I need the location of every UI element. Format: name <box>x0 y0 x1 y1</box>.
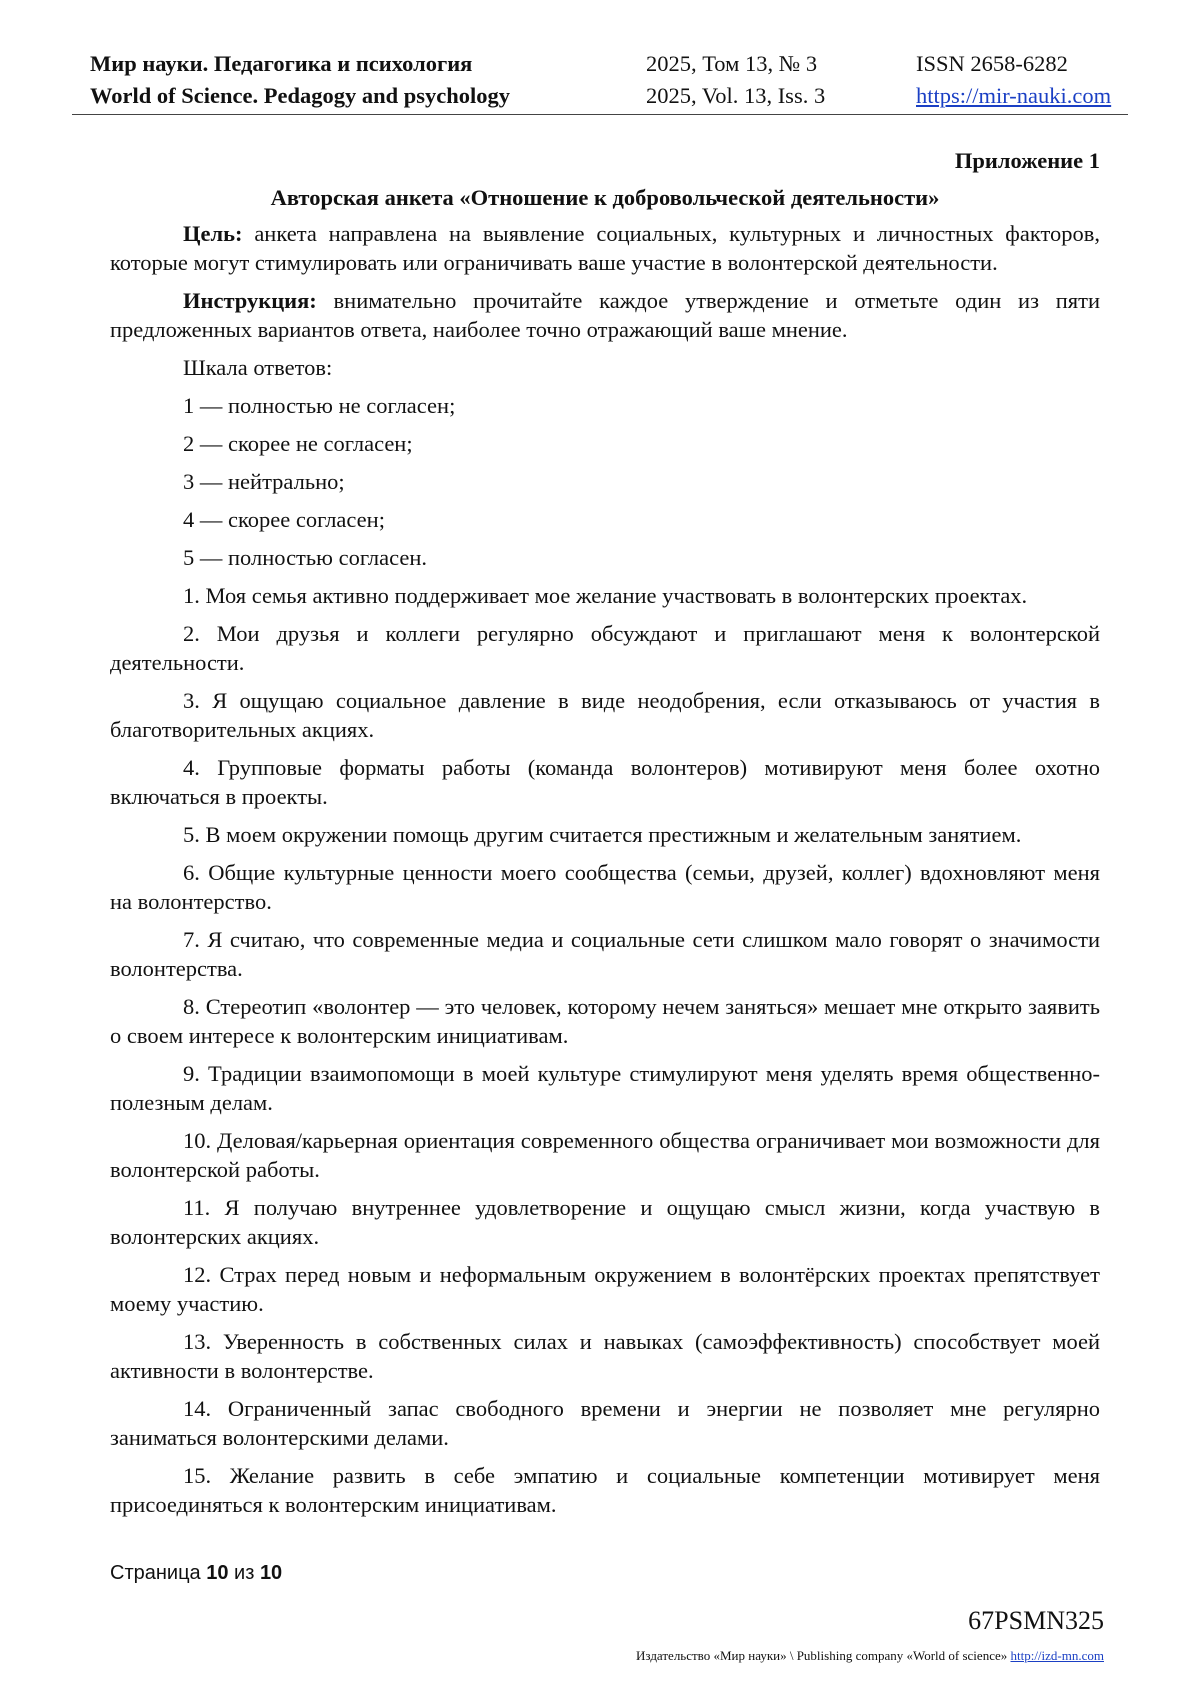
scale-option: 5 — полностью согласен. <box>183 545 428 570</box>
questionnaire-item: 14. Ограниченный запас свободного времени и энергии не позволяет мне регулярно заниматься волонтерскими делами. <box>110 1396 1100 1450</box>
goal-text: анкета направлена на выявление социальных, культурных и личностных факторов, которые могут стимулировать или ограничивать ваше участие в волонтерской деятельности. <box>110 221 1100 275</box>
appendix-label: Приложение 1 <box>954 148 1100 173</box>
scale-title: Шкала ответов: <box>183 355 333 380</box>
page-of: из <box>234 1562 255 1584</box>
scale-option: 2 — скорее не согласен; <box>183 431 413 456</box>
instruction-text: внимательно прочитайте каждое утверждение и отметьте один из пяти предложенных вариантов ответа, наиболее точно отражающий ваше мнение. <box>110 288 1100 342</box>
journal-name-block <box>90 48 510 112</box>
page-number <box>110 1562 282 1585</box>
questionnaire-item: 15. Желание развить в себе эмпатию и социальные компетенции мотивирует меня присоединяться к волонтерским инициативам. <box>110 1463 1100 1517</box>
questionnaire-item: 10. Деловая/карьерная ориентация современного общества ограничивает мои возможности для волонтерской работы. <box>110 1128 1100 1182</box>
publisher-text: Издательство «Мир науки» \ Publishing company «World of science» <box>636 1648 1011 1663</box>
page-content <box>110 146 1100 1528</box>
publisher-url-link[interactable]: http://izd-mn.com <box>1010 1648 1104 1663</box>
questionnaire-item: 3. Я ощущаю социальное давление в виде неодобрения, если отказываюсь от участия в благотворительных акциях. <box>110 688 1100 742</box>
questionnaire-item: 5. В моем окружении помощь другим считается престижным и желательным занятием. <box>183 822 1022 847</box>
questionnaire-item: 11. Я получаю внутреннее удовлетворение и ощущаю смысл жизни, когда участвую в волонтерских акциях. <box>110 1195 1100 1249</box>
scale-option: 3 — нейтрально; <box>183 469 345 494</box>
issue-block <box>646 48 825 112</box>
issn-block <box>916 48 1111 112</box>
page-word: Страница <box>110 1562 201 1584</box>
instruction-label: Инструкция: <box>183 288 317 313</box>
questionnaire-item: 6. Общие культурные ценности моего сообщества (семьи, друзей, коллег) вдохновляют меня на волонтерство. <box>110 860 1100 914</box>
scale-option: 1 — полностью не согласен; <box>183 393 456 418</box>
journal-url-link[interactable]: https://mir-nauki.com <box>916 83 1112 108</box>
publisher-line <box>636 1648 1104 1664</box>
issue-en: 2025, Vol. 13, Iss. 3 <box>646 83 826 108</box>
issn: ISSN 2658-6282 <box>916 51 1068 76</box>
questionnaire-item: 8. Стереотип «волонтер — это человек, которому нечем заняться» мешает мне открыто заявить о своем интересе к волонтерским инициативам. <box>110 994 1100 1048</box>
questionnaire-item: 9. Традиции взаимопомощи в моей культуре стимулируют меня уделять время общественно-полезным делам. <box>110 1061 1100 1115</box>
article-code: 67PSMN325 <box>968 1606 1104 1635</box>
page-total: 10 <box>259 1562 283 1584</box>
page-current: 10 <box>206 1562 229 1584</box>
questionnaire-item: 4. Групповые форматы работы (команда волонтеров) мотивируют меня более охотно включаться в проекты. <box>110 755 1100 809</box>
scale-option: 4 — скорее согласен; <box>183 507 385 532</box>
journal-name-ru: Мир науки. Педагогика и психология <box>90 51 473 76</box>
questionnaire-title: Авторская анкета «Отношение к добровольческой деятельности» <box>270 185 940 210</box>
journal-header <box>72 48 1128 115</box>
questionnaire-item: 2. Мои друзья и коллеги регулярно обсуждают и приглашают меня к волонтерской деятельности. <box>110 621 1100 675</box>
questionnaire-item: 7. Я считаю, что современные медиа и социальные сети слишком мало говорят о значимости волонтерства. <box>110 927 1100 981</box>
instruction-paragraph <box>110 286 1100 344</box>
issue-ru: 2025, Том 13, № 3 <box>646 51 818 76</box>
questionnaire-item: 12. Страх перед новым и неформальным окружением в волонтёрских проектах препятствует моему участию. <box>110 1262 1100 1316</box>
journal-name-en: World of Science. Pedagogy and psychology <box>90 83 511 108</box>
goal-paragraph <box>110 219 1100 277</box>
goal-label: Цель: <box>183 221 243 246</box>
questionnaire-item: 1. Моя семья активно поддерживает мое желание участвовать в волонтерских проектах. <box>183 583 1028 608</box>
questionnaire-item: 13. Уверенность в собственных силах и навыках (самоэффективность) способствует моей активности в волонтерстве. <box>110 1329 1100 1383</box>
